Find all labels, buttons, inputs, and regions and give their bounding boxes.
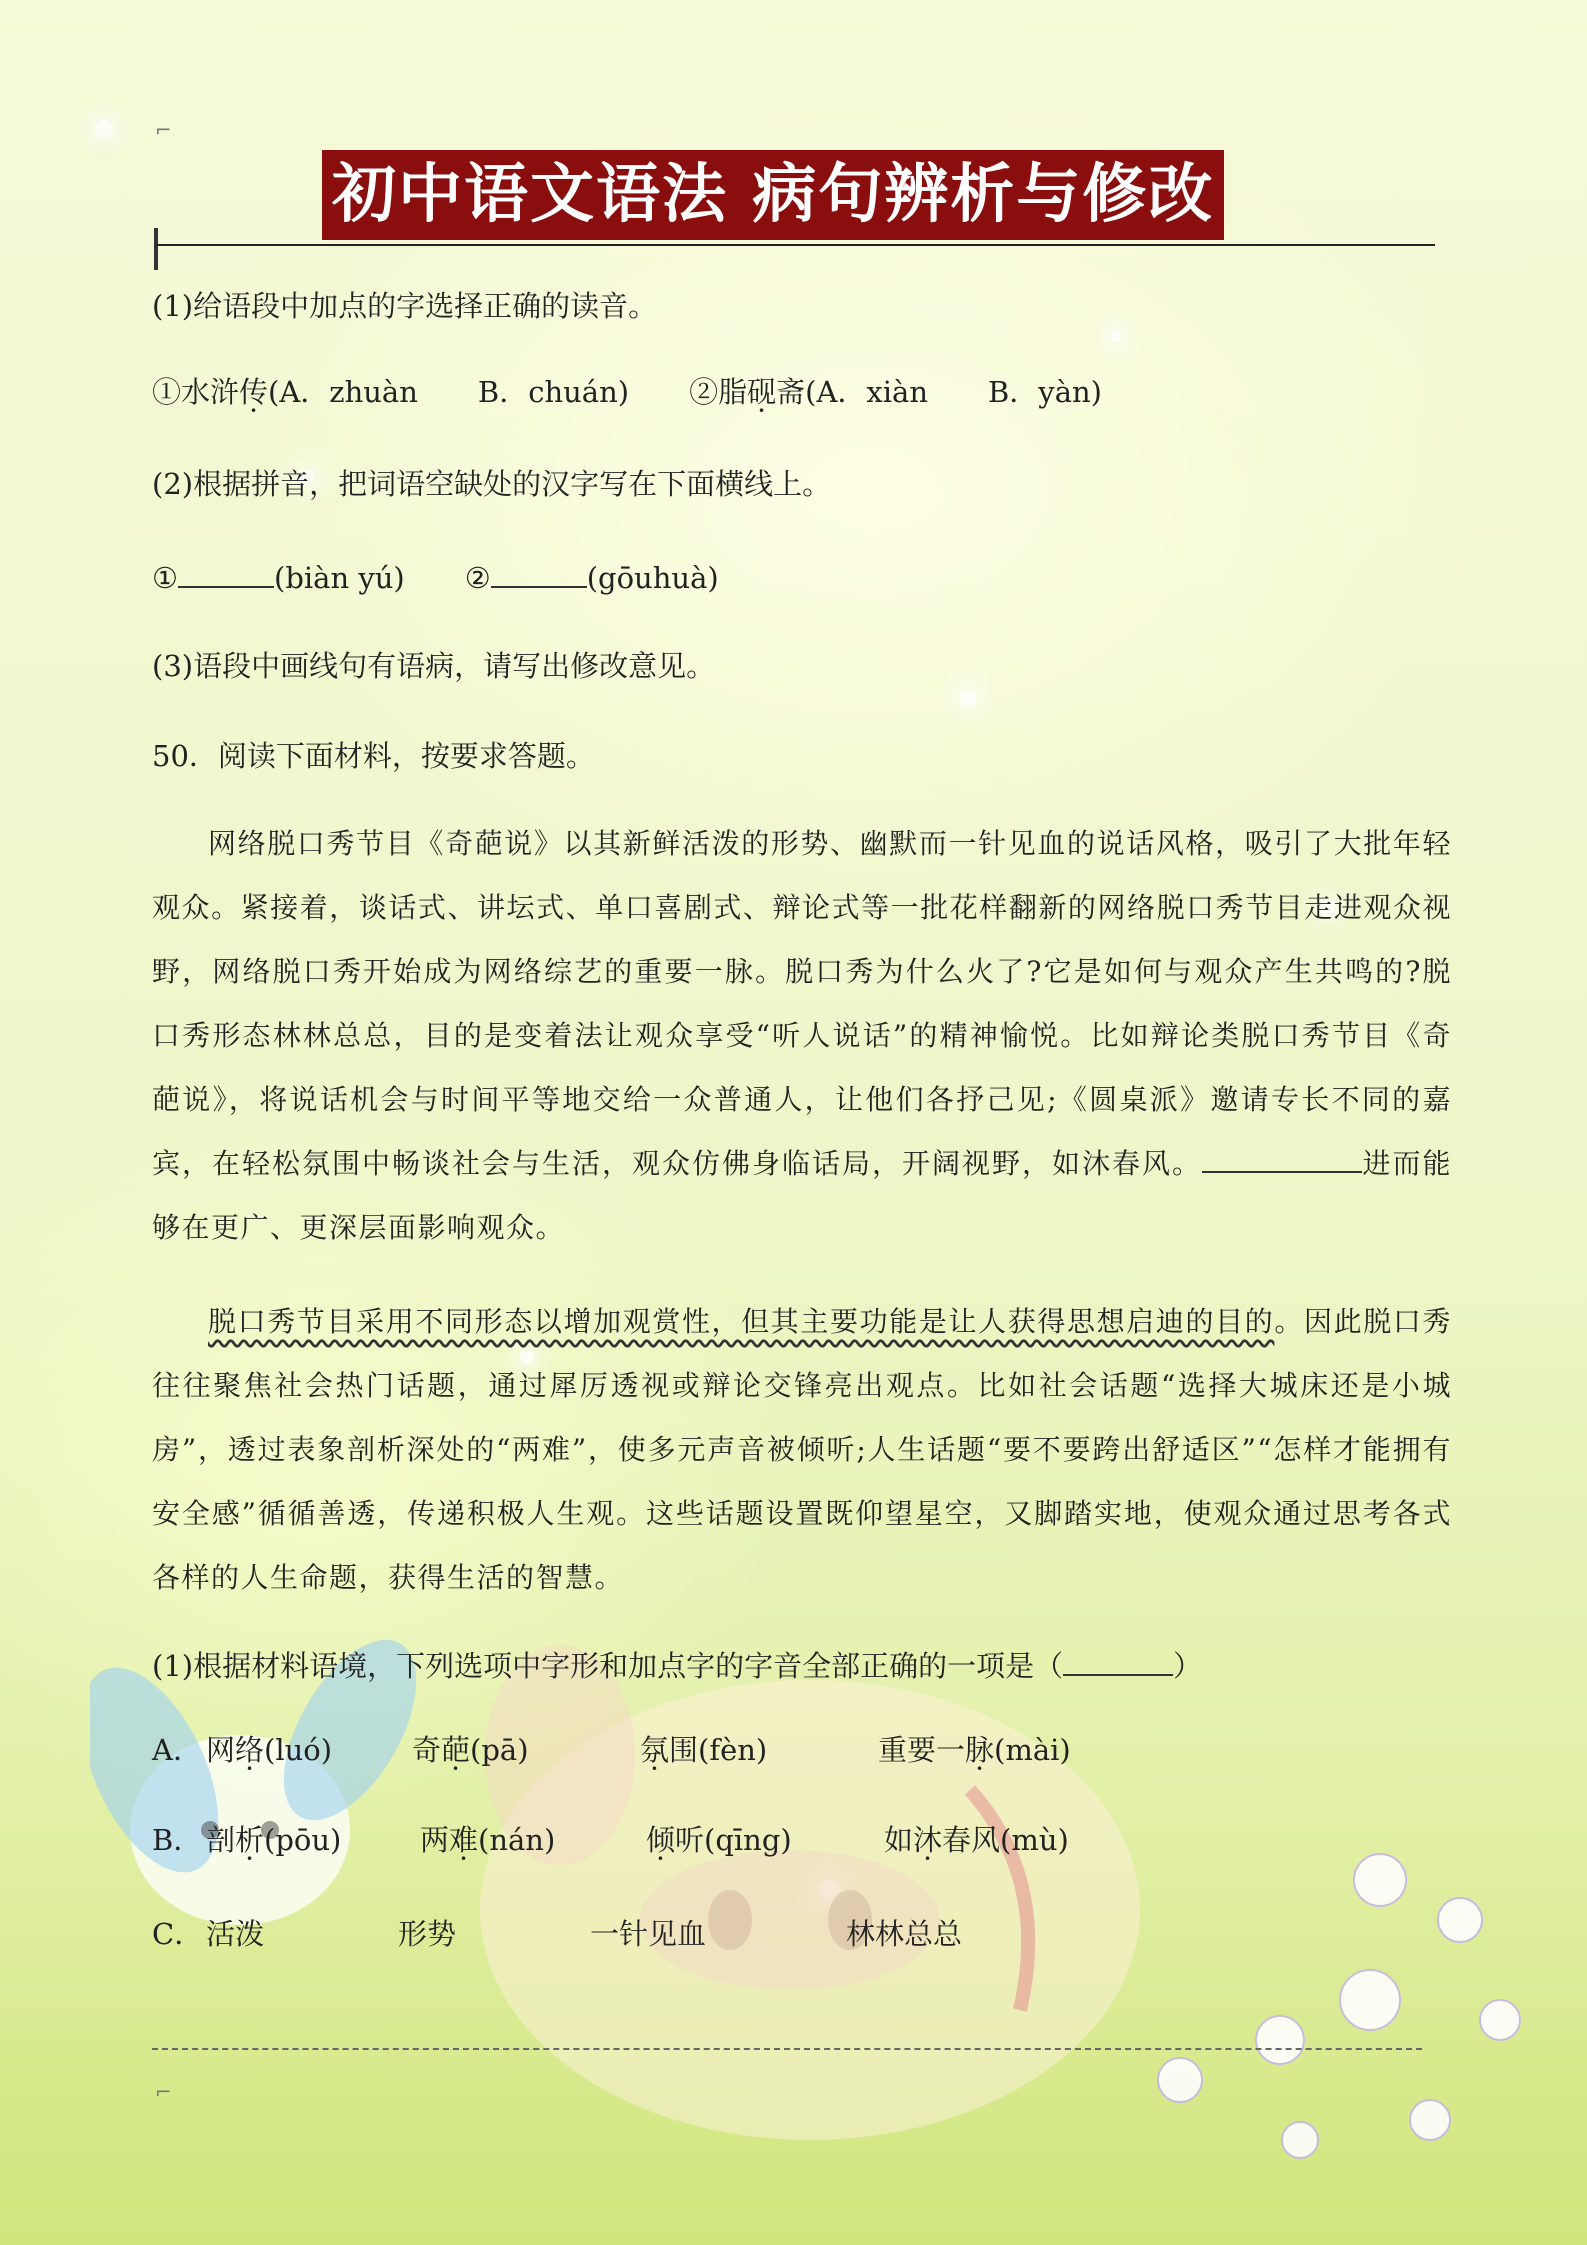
answer-blank[interactable] (178, 556, 274, 588)
page-title-wrapper (322, 150, 1224, 240)
question-1-2-blanks (152, 556, 719, 598)
option-text: B．chuán) (477, 375, 630, 409)
question-1-1: (1)给语段中加点的字选择正确的读音。 (152, 289, 658, 323)
word-part: 如 (884, 1823, 914, 1857)
title-underline (155, 244, 1435, 246)
pinyin-text: (gōuhuà) (586, 561, 719, 595)
word-part: (nán) (478, 1823, 556, 1857)
word-part: (mài) (994, 1733, 1071, 1767)
option-label: B． (152, 1823, 203, 1857)
dotted-char: 传 (239, 375, 269, 409)
blank-label: ① (152, 561, 178, 595)
question-1-2: (2)根据拼音，把词语空缺处的汉字写在下面横线上。 (152, 467, 832, 501)
option-b-item-4 (884, 1820, 1069, 1860)
word-part: (luó) (264, 1733, 333, 1767)
question-text: ） (1173, 1649, 1203, 1683)
word-part: (pā) (470, 1733, 529, 1767)
margin-tick-mark: ⌐ (155, 2080, 172, 2104)
dotted-char: 络 (235, 1733, 265, 1767)
dotted-char: 葩 (441, 1733, 471, 1767)
dotted-char: 难 (449, 1823, 479, 1857)
word-part: 听(qīng) (675, 1823, 792, 1857)
option-a-item-1 (206, 1730, 332, 1770)
option-b[interactable] (152, 1820, 202, 1860)
question-1-3: (3)语段中画线句有语病，请写出修改意见。 (152, 649, 716, 683)
answer-blank[interactable] (491, 556, 587, 588)
option-c-item-2: 形势 (398, 1917, 457, 1951)
sparkle-decoration (960, 690, 976, 706)
option-label: A． (152, 1733, 202, 1767)
question-1-1-options (152, 372, 1102, 412)
answer-blank[interactable] (1202, 1141, 1362, 1173)
answer-blank[interactable] (1063, 1644, 1173, 1676)
option-c-item-1: 活泼 (206, 1917, 265, 1951)
question-50-1 (152, 1644, 1202, 1686)
word-part: 剖 (206, 1823, 236, 1857)
underlined-sentence: 脱口秀节目采用不同形态以增加观赏性，但其主要功能是让人获得思想启迪的目的 (208, 1305, 1275, 1338)
option-a-item-2 (412, 1730, 529, 1770)
dotted-char: 析 (235, 1823, 265, 1857)
option-text: ②脂 (689, 375, 748, 409)
sparkle-decoration (1110, 330, 1122, 342)
option-text: ①水浒 (152, 375, 240, 409)
word-part: 重要一 (878, 1733, 966, 1767)
option-a-item-3 (640, 1730, 767, 1770)
dotted-char: 砚 (747, 375, 777, 409)
dotted-char: 沐 (913, 1823, 943, 1857)
question-50-heading: 50．阅读下面材料，按要求答题。 (152, 739, 595, 773)
option-text: 斋 (776, 375, 806, 409)
option-b-item-3 (646, 1820, 792, 1860)
word-part: (pōu) (264, 1823, 342, 1857)
passage-text: 网络脱口秀节目《奇葩说》以其新鲜活泼的形势、幽默而一针见血的说话风格，吸引了大批年轻观众。紧接着，谈话式、讲坛式、单口喜剧式、辩论式等一批花样翻新的网络脱口秀节目走进观众视野，网络脱口秀开始成为网络综艺的重要一脉。脱口秀为什么火了?它是如何与观众产生共鸣的?脱口秀形态林林总总，目的是变着法让观众享受“听人说话”的精神愉悦。比如辩论类脱口秀节目《奇葩说》，将说话机会与时间平等地交给一众普通人，让他们各抒己见;《圆桌派》邀请专长不同的嘉宾，在轻松氛围中畅谈社会与生活，观众仿佛身临话局，开阔视野，如沐春风。 (152, 827, 1452, 1180)
dotted-char: 倾 (646, 1823, 676, 1857)
word-part: 网 (206, 1733, 236, 1767)
word-part: 春风(mù) (942, 1823, 1069, 1857)
passage-text: 进而能够在更广、更深层面影响观众。 (152, 1147, 1452, 1244)
pinyin-text: (biàn yú) (274, 561, 405, 595)
cursor-mark (154, 228, 158, 270)
option-label: C． (152, 1917, 204, 1951)
word-part: 两 (420, 1823, 450, 1857)
question-text: (1)根据材料语境，下列选项中字形和加点字的字音全部正确的一项是（ (152, 1649, 1064, 1683)
page-footer-rule (152, 2048, 1422, 2050)
passage-paragraph-1 (152, 812, 1452, 1260)
option-text: (A．xiàn (805, 375, 928, 409)
option-text: B．yàn) (988, 375, 1102, 409)
option-c-item-4: 林林总总 (846, 1917, 963, 1951)
option-a[interactable] (152, 1730, 202, 1770)
passage-text: 。因此脱口秀往往聚焦社会热门话题，通过犀厉透视或辩论交锋亮出观点。比如社会话题“选择大城床还是小城房”，透过表象剖析深处的“两难”，使多元声音被倾听;人生话题“要不要跨出舒适区”“怎样才能拥有安全感”循循善透，传递积极人生观。这些话题设置既仰望星空，又脚踏实地，使观众通过思考各式各样的人生命题，获得生活的智慧。 (152, 1305, 1452, 1594)
option-text: (A．zhuàn (268, 375, 418, 409)
dotted-char: 氛 (640, 1733, 670, 1767)
option-b-item-1 (206, 1820, 341, 1860)
word-part: 奇 (412, 1733, 442, 1767)
word-part: 围(fèn) (669, 1733, 768, 1767)
option-b-item-2 (420, 1820, 555, 1860)
passage-paragraph-2 (152, 1290, 1452, 1610)
option-a-item-4 (878, 1730, 1071, 1770)
option-c[interactable] (152, 1914, 203, 1954)
blank-label: ② (464, 561, 491, 595)
option-c-item-3: 一针见血 (590, 1917, 707, 1951)
page-title: 初中语文语法 病句辨析与修改 (322, 150, 1224, 240)
dotted-char: 脉 (965, 1733, 995, 1767)
sparkle-decoration (95, 120, 113, 138)
margin-tick-mark: ⌐ (155, 118, 172, 142)
